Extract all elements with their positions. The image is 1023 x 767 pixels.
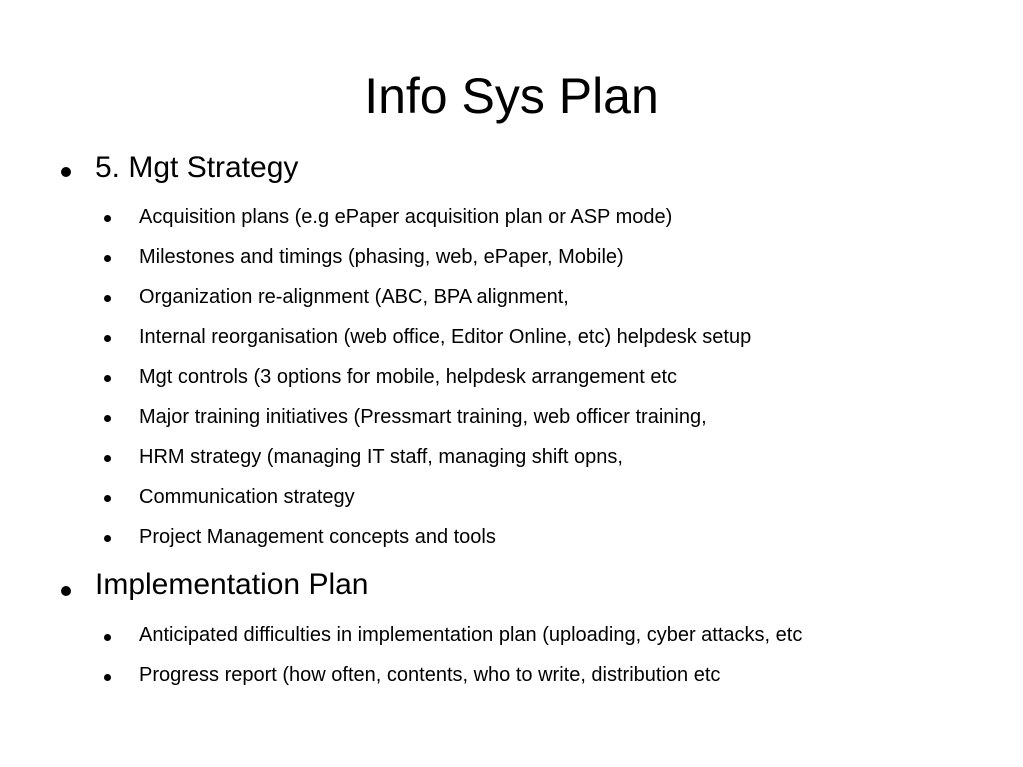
bullet-icon xyxy=(104,335,111,342)
list-item: Internal reorganisation (web office, Editor Online, etc) helpdesk setup xyxy=(139,326,752,348)
list-item: Organization re-alignment (ABC, BPA alignment, xyxy=(139,286,569,308)
list-item: Acquisition plans (e.g ePaper acquisition plan or ASP mode) xyxy=(139,206,673,228)
list-item: Progress report (how often, contents, who to write, distribution etc xyxy=(139,664,721,686)
list-item: Project Management concepts and tools xyxy=(139,526,496,548)
bullet-icon xyxy=(104,415,111,422)
section-heading: 5. Mgt Strategy xyxy=(95,151,299,184)
bullet-icon xyxy=(104,295,111,302)
bullet-icon xyxy=(104,634,111,641)
list-item: Communication strategy xyxy=(139,486,355,508)
list-item: Milestones and timings (phasing, web, ePaper, Mobile) xyxy=(139,246,624,268)
bullet-icon xyxy=(104,535,111,542)
bullet-icon xyxy=(104,455,111,462)
bullet-icon xyxy=(104,255,111,262)
list-item: Major training initiatives (Pressmart training, web officer training, xyxy=(139,406,707,428)
bullet-icon xyxy=(104,215,111,222)
list-item: Mgt controls (3 options for mobile, helpdesk arrangement etc xyxy=(139,366,678,388)
list-item: HRM strategy (managing IT staff, managing shift opns, xyxy=(139,446,623,468)
bullet-icon xyxy=(104,674,111,681)
list-item: Anticipated difficulties in implementation plan (uploading, cyber attacks, etc xyxy=(139,624,803,646)
slide-title: Info Sys Plan xyxy=(364,68,659,124)
bullet-icon xyxy=(104,495,111,502)
bullet-icon xyxy=(104,375,111,382)
bullet-icon xyxy=(61,586,71,596)
section-heading: Implementation Plan xyxy=(95,568,369,601)
bullet-icon xyxy=(61,167,71,177)
